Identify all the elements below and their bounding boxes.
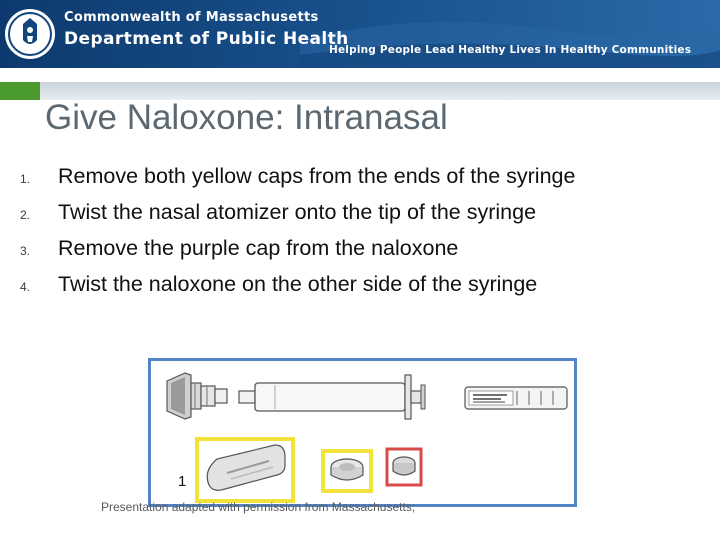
- step-text: Remove both yellow caps from the ends of the syringe: [58, 164, 576, 188]
- org-name-line2: Department of Public Health: [64, 29, 349, 49]
- list-item: [0, 200, 720, 234]
- figure-step-label: 1: [178, 473, 187, 490]
- step-number: 2.: [20, 208, 31, 222]
- header-tagline: Helping People Lead Healthy Lives In Healthy Communities: [329, 44, 692, 56]
- nasal-atomizer-icon: [167, 373, 227, 419]
- footer-caption: Presentation adapted with permission from Massachusetts;: [101, 500, 416, 514]
- step-number: 4.: [20, 280, 31, 294]
- yellow-cap-large-icon: [207, 445, 285, 490]
- figure-illustration: [151, 361, 574, 504]
- yellow-cap-small-icon: [331, 459, 363, 480]
- org-name-line1: Commonwealth of Massachusetts: [64, 10, 319, 25]
- banner-wave-decoration: [300, 0, 720, 68]
- list-item: [0, 272, 720, 306]
- step-number: 1.: [20, 172, 31, 186]
- purple-cap-icon: [393, 457, 415, 475]
- massachusetts-seal-icon: [3, 6, 57, 62]
- list-item: [0, 236, 720, 270]
- accent-band-green: [0, 82, 40, 100]
- list-item: [0, 164, 720, 198]
- step-text: Remove the purple cap from the naloxone: [58, 236, 459, 260]
- naloxone-kit-figure: [148, 358, 577, 507]
- syringe-icon: [239, 375, 425, 419]
- step-text: Twist the nasal atomizer onto the tip of the syringe: [58, 200, 537, 224]
- naloxone-vial-icon: [465, 387, 567, 409]
- step-number: 3.: [20, 244, 31, 258]
- header-banner: [0, 0, 720, 68]
- slide-title: Give Naloxone: Intranasal: [45, 98, 448, 137]
- step-text: Twist the naloxone on the other side of the syringe: [58, 272, 538, 296]
